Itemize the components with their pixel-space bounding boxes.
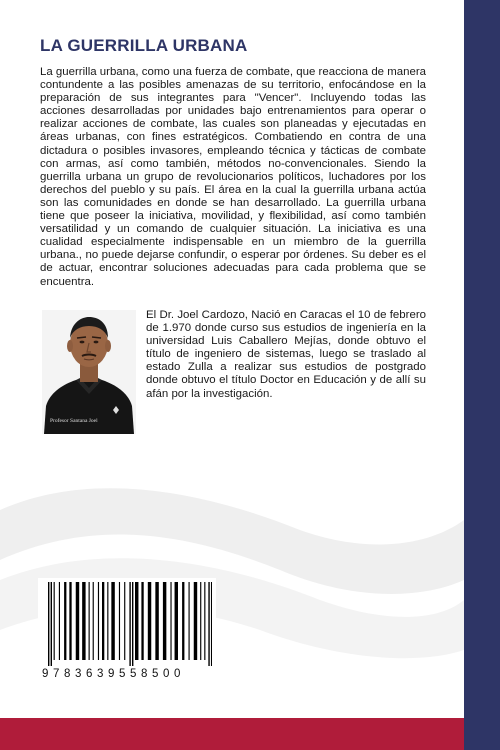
book-title: LA GUERRILLA URBANA — [40, 36, 248, 55]
isbn-number: 9783639558500 — [42, 668, 185, 680]
photo-caption: Profesor Santana Joel — [50, 418, 98, 424]
bottom-color-band — [0, 718, 464, 750]
author-bio: El Dr. Joel Cardozo, Nació en Caracas el 10 de febrero de 1.970 donde curso sus estudios de ingeniería en la universidad Luis Caballero Mejías, donde obtuvo el título de ingeniero de sistemas, luego se traslado al estado Zulla a realizar sus estudios de postgrado donde obtuvo el título Doctor en Educación y de allí su afán por la investigación. — [146, 309, 426, 400]
book-description: La guerrilla urbana, como una fuerza de combate, que reacciona de manera contundente a las posibles amenazas de su territorio, enfocándose en la preparación de sus integrantes para "Vencer". Incluyendo todas las acciones desarrolladas por unidades bajo entrenamientos para operar o realizar acciones de combate, las cuales son planeadas y ejecutadas en áreas urbanas, con fines estratégicos. Combatiendo en contra de una dictadura o posibles invasores, empleando técnica y tácticas de combate con armas, así como también, métodos no-convencionales. Siendo la guerrilla urbana un grupo de revolucionarios políticos, luchadores por los derechos del pueblo y su país. El área en la cual la guerrilla urbana actúa son las comunidades en donde se han desarrollado. La guerrilla urbana tiene que poseer la iniciativa, movilidad, y flexibilidad, así como también versatilidad y un comando de cualquier situación. La iniciativa es una cualidad especialmente indispensable en un miembro de la guerrilla urbana., no puede dejarse confundir, o esperar por órdenes. Su deber es el de actuar, encontrar soluciones adecuadas para cada problema que se encuentra. — [40, 66, 426, 288]
author-photo — [42, 310, 136, 434]
right-color-band — [464, 0, 500, 750]
barcode-bars — [42, 582, 212, 666]
barcode — [38, 578, 216, 692]
